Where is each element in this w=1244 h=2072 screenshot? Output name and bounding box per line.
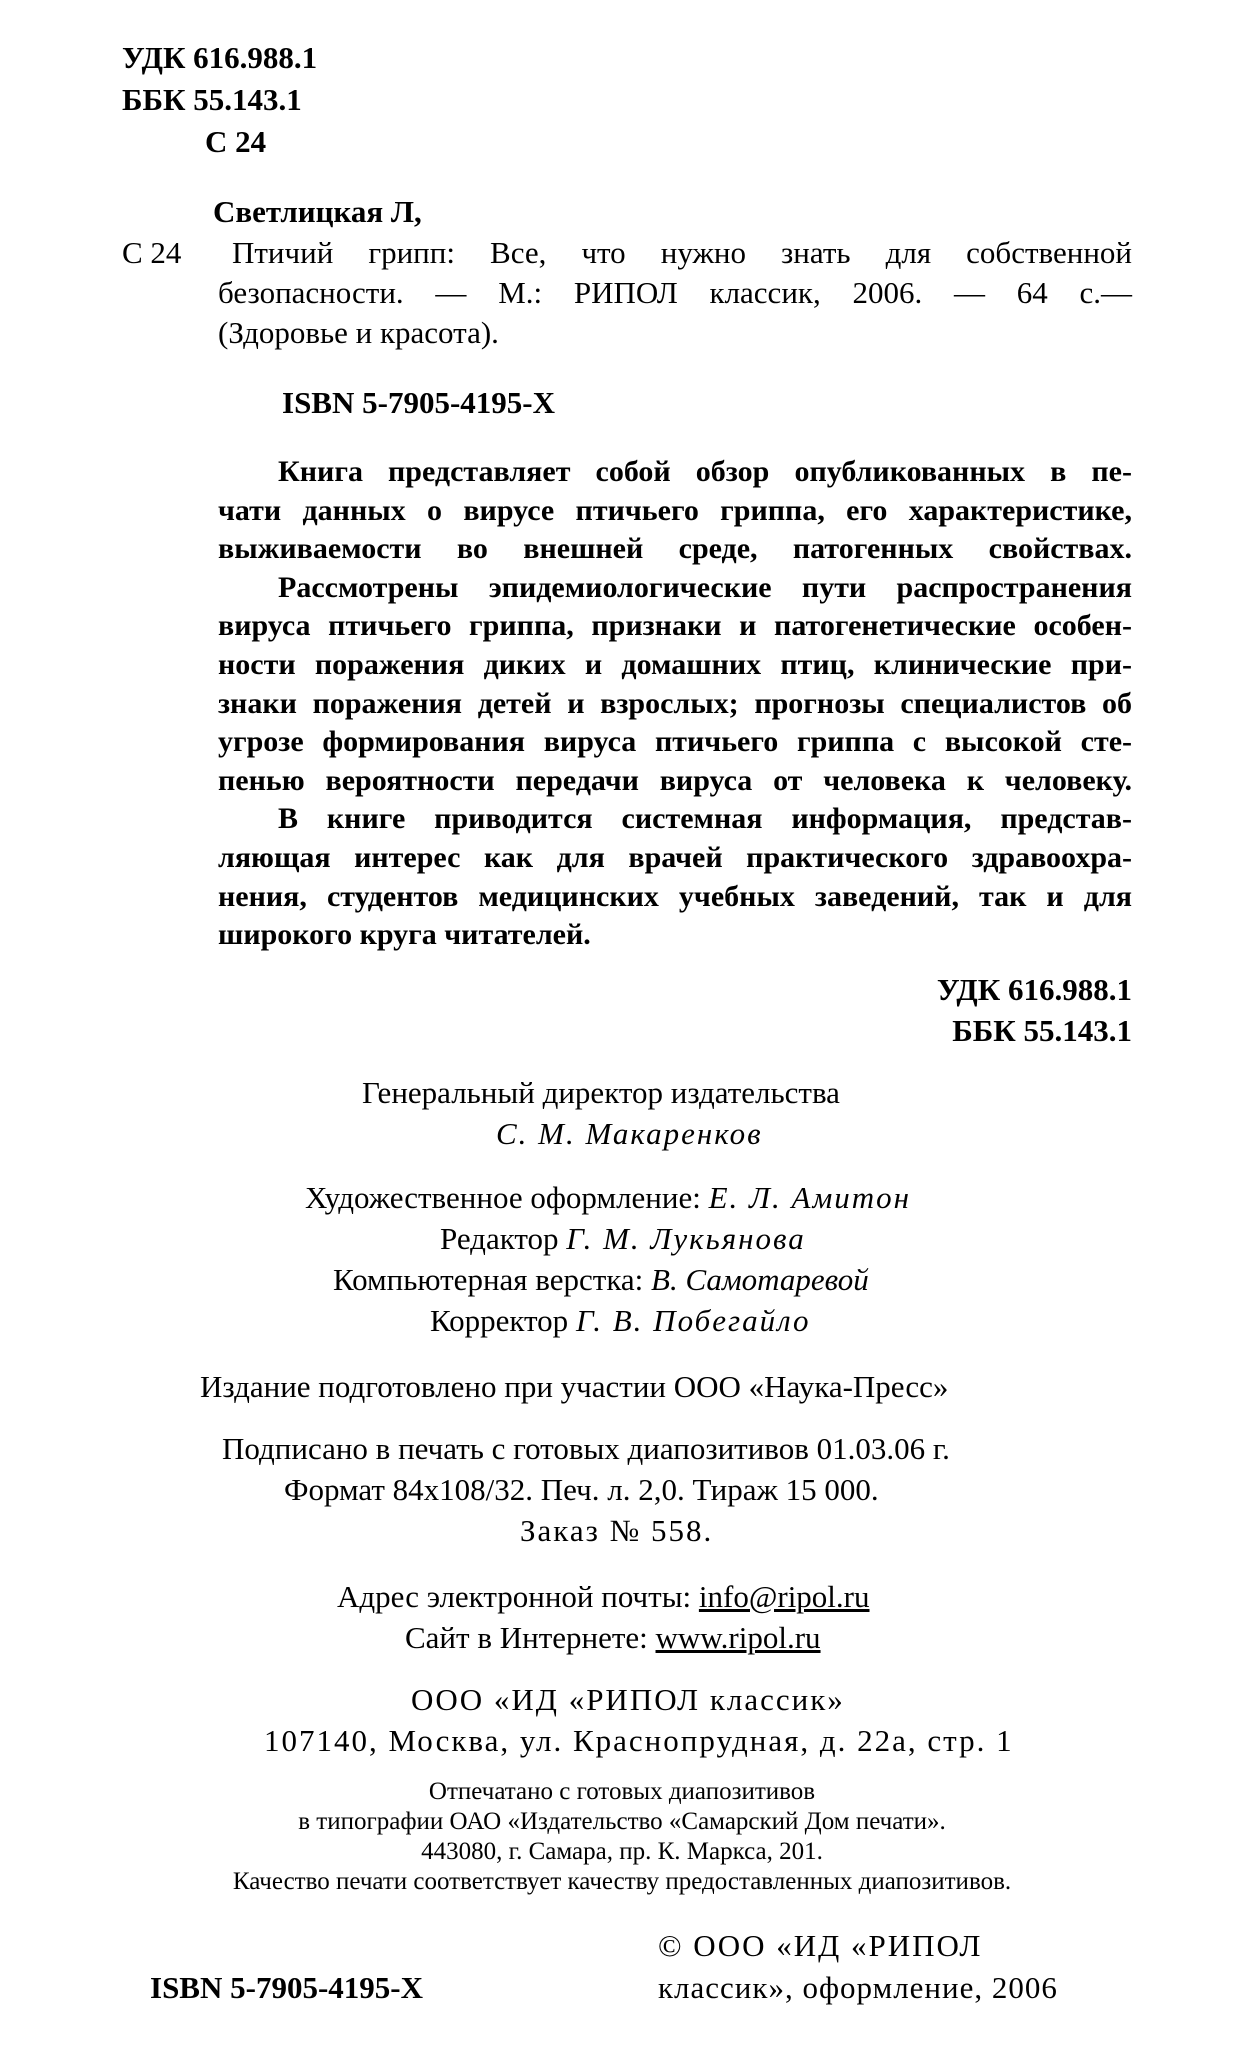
director-label: Генеральный директор издательства bbox=[362, 1075, 840, 1110]
email-link[interactable]: info@ripol.ru bbox=[698, 1579, 870, 1614]
abstract-line: выживаемости во внешней среде, патогенных свойствах. bbox=[218, 532, 1132, 566]
title-line-2: безопасности. — М.: РИПОЛ классик, 2006. — 64 с.— bbox=[218, 275, 1132, 310]
title-line-1: Птичий грипп: Все, что нужно знать для собственной bbox=[232, 235, 1132, 270]
author-mark: С 24 bbox=[122, 235, 182, 270]
site-link[interactable]: www.ripol.ru bbox=[655, 1620, 821, 1655]
abstract-line: чати данных о вирусе птичьего гриппа, его характеристике, bbox=[218, 493, 1132, 527]
editor-name: Г. М. Лукьянова bbox=[566, 1221, 806, 1256]
proof-name: Г. В. Побегайло bbox=[575, 1303, 811, 1338]
print-line-3: 443080, г. Самара, пр. К. Маркса, 201. bbox=[421, 1838, 823, 1865]
print-line-2: в типографии ОАО «Издательство «Самарский Дом печати». bbox=[298, 1808, 946, 1835]
udk-code-top: УДК 616.988.1 bbox=[122, 40, 318, 75]
author-mark-top: С 24 bbox=[205, 124, 267, 159]
abstract-line: В книге приводится системная информация, представ- bbox=[278, 802, 1132, 836]
series-line: (Здоровье и красота). bbox=[218, 315, 499, 350]
abstract-line: Рассмотрены эпидемиологические пути распространения bbox=[278, 570, 1132, 604]
signed-note: Подписано в печать с готовых диапозитивов 01.03.06 г. bbox=[222, 1431, 950, 1466]
credit-layout bbox=[333, 1260, 869, 1300]
copyright-line-2: классик», оформление, 2006 bbox=[658, 1970, 1058, 2005]
print-line-1: Отпечатано с готовых диапозитивов bbox=[428, 1778, 816, 1805]
copyright-line-1: © ООО «ИД «РИПОЛ bbox=[658, 1928, 983, 1963]
order-note: Заказ № 558. bbox=[520, 1513, 714, 1548]
publisher-name: ООО «ИД «РИПОЛ классик» bbox=[411, 1682, 845, 1717]
abstract-line: ности поражения диких и домашних птиц, клинические при- bbox=[218, 647, 1132, 681]
abstract-line: знаки поражения детей и взрослых; прогнозы специалистов об bbox=[218, 686, 1132, 720]
abstract-line: пенью вероятности передачи вируса от человека к человеку. bbox=[218, 763, 1132, 797]
bbk-code-top: ББК 55.143.1 bbox=[122, 82, 302, 117]
publisher-address: 107140, Москва, ул. Краснопрудная, д. 22а, стр. 1 bbox=[264, 1723, 1014, 1758]
editor-label: Редактор bbox=[440, 1221, 559, 1256]
author-name: Светлицкая Л, bbox=[213, 194, 422, 229]
abstract-line: угрозе формирования вируса птичьего гриппа с высокой сте- bbox=[218, 725, 1132, 759]
credit-editor bbox=[440, 1219, 806, 1259]
udk-code-right: УДК 616.988.1 bbox=[936, 972, 1132, 1007]
art-name: Е. Л. Амитон bbox=[708, 1180, 912, 1215]
abstract-line: Книга представляет собой обзор опубликованных в пе- bbox=[278, 455, 1132, 488]
art-label: Художественное оформление: bbox=[305, 1180, 701, 1215]
format-note: Формат 84x108/32. Печ. л. 2,0. Тираж 15 000. bbox=[284, 1472, 879, 1507]
site-line bbox=[405, 1618, 821, 1658]
email-line bbox=[337, 1577, 870, 1617]
isbn-record: ISBN 5-7905-4195-X bbox=[282, 385, 555, 420]
abstract-line: вируса птичьего гриппа, признаки и патогенетические особен- bbox=[218, 609, 1132, 643]
prepared-note: Издание подготовлено при участии ООО «Наука-Пресс» bbox=[200, 1369, 949, 1404]
bbk-code-right: ББК 55.143.1 bbox=[952, 1013, 1132, 1048]
abstract-line: нения, студентов медицинских учебных заведений, так и для bbox=[218, 879, 1132, 913]
credit-art bbox=[305, 1178, 911, 1218]
proof-label: Корректор bbox=[430, 1303, 569, 1338]
layout-label: Компьютерная верстка: bbox=[333, 1262, 644, 1297]
abstract-paragraph-1 bbox=[218, 453, 1132, 955]
isbn-footer: ISBN 5-7905-4195-X bbox=[150, 1970, 423, 2005]
credit-proofreader bbox=[430, 1301, 811, 1341]
layout-name: В. Самотаревой bbox=[651, 1262, 869, 1297]
abstract-line: широкого круга читателей. bbox=[218, 918, 591, 952]
print-line-4: Качество печати соответствует качеству предоставленных диапозитивов. bbox=[232, 1868, 1012, 1895]
director-name: С. М. Макаренков bbox=[496, 1116, 763, 1151]
abstract-line: ляющая интерес как для врачей практического здравоохра- bbox=[218, 840, 1132, 874]
email-label: Адрес электронной почты: bbox=[337, 1579, 692, 1614]
site-label: Сайт в Интернете: bbox=[405, 1620, 648, 1655]
